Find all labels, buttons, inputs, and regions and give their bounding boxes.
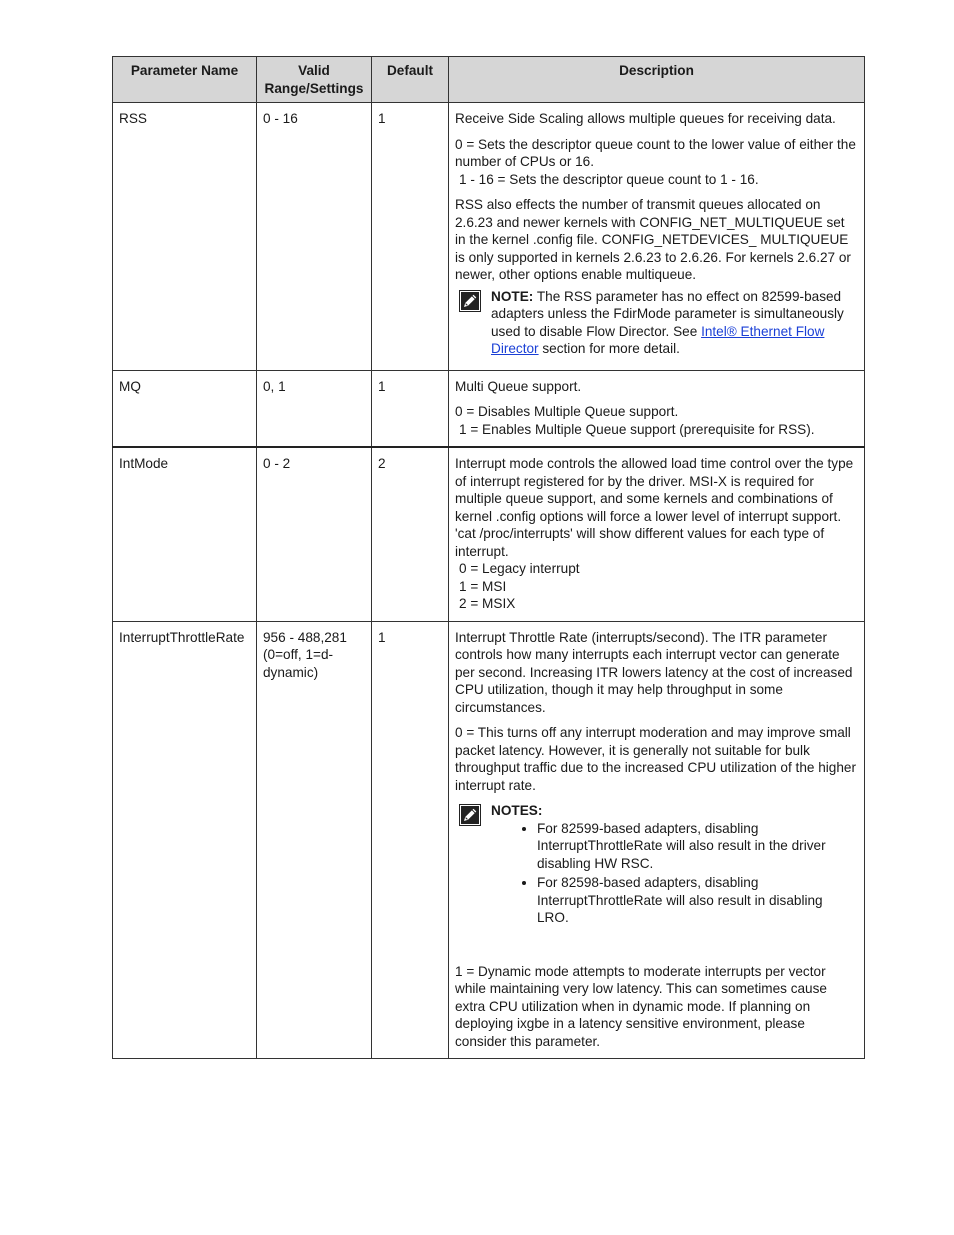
param-default: 2 — [372, 447, 449, 621]
table-row-mq — [113, 370, 865, 447]
param-description — [449, 447, 865, 621]
description-paragraph: 1 = Dynamic mode attempts to moderate interrupts per vector while maintaining very low latency. This can sometimes cause extra CPU utilization when in dynamic mode. If planning on deploying ixgbe in a latency sensitive environment, please consider this parameter. — [455, 963, 827, 1049]
description-line: 1 - 16 = Sets the descriptor queue count to 1 - 16. — [459, 171, 759, 187]
param-name: RSS — [113, 103, 257, 371]
param-default: 1 — [372, 370, 449, 447]
parameters-table — [112, 56, 865, 1059]
param-name: InterruptThrottleRate — [113, 621, 257, 1059]
notes-label: NOTES: — [491, 803, 543, 818]
list-item: • For 82599-based adapters, disabling InterruptThrottleRate will also result in the driver disabling HW RSC. — [537, 820, 858, 873]
description-paragraph — [455, 403, 858, 438]
table-header-row — [113, 57, 865, 103]
description-line: 0 = Disables Multiple Queue support. — [455, 404, 679, 419]
header-range-line1: Valid — [298, 63, 330, 78]
notes-text — [491, 802, 858, 929]
param-default: 1 — [372, 621, 449, 1059]
notes-box — [459, 802, 858, 929]
description-line: 1 = Enables Multiple Queue support (prerequisite for RSS). — [459, 421, 815, 437]
description-paragraph: RSS also effects the number of transmit queues allocated on 2.6.23 and newer kernels with CONFIG_NET_MULTIQUEUE set in the kernel .config file. CONFIG_NETDEVICES_ MULTIQUEUE is only supported in kernels 2.6.23 to 2.6.26. For kernels 2.6.27 or newer, other options enable multiqueue. — [455, 197, 851, 282]
header-default: Default — [372, 57, 449, 103]
description-paragraph: 0 = This turns off any interrupt moderation and may improve small packet latency. However, it is generally not suitable for bulk throughput traffic due to the increased CPU utilization of the higher interrupt rate. — [455, 725, 857, 793]
param-description — [449, 103, 865, 371]
description-line: 1 = MSI — [459, 578, 507, 594]
param-description — [449, 621, 865, 1059]
note-body-text: The RSS parameter has no effect on 82599-based adapters unless the FdirMode parameter is simultaneously used to disable Flow Director. See — [491, 288, 844, 339]
pencil-note-icon — [459, 804, 481, 826]
list-item: • For 82598-based adapters, disabling InterruptThrottleRate will also result in disabling LRO. — [537, 874, 858, 927]
description-paragraph: Interrupt Throttle Rate (interrupts/second). The ITR parameter controls how many interrupts each interrupt vector can generate per second. Increasing ITR lowers latency at the cost of increased CPU utilization, though it may help throughput in some circumstances. — [455, 629, 853, 715]
param-range: 0 - 2 — [257, 447, 372, 621]
note-tail-text: section for more detail. — [538, 341, 680, 356]
header-range-line2: Range/Settings — [264, 80, 364, 96]
table-row-rss — [113, 103, 865, 371]
note-box — [459, 288, 858, 358]
param-name: MQ — [113, 370, 257, 447]
description-paragraph — [455, 136, 858, 189]
description-paragraph: Receive Side Scaling allows multiple queues for receiving data. — [455, 111, 836, 126]
description-line: 0 = Sets the descriptor queue count to the lower value of either the number of CPUs or 16. — [455, 136, 856, 169]
notes-list — [491, 820, 858, 927]
description-paragraph: Multi Queue support. — [455, 378, 582, 394]
note-text — [491, 288, 858, 358]
header-description: Description — [449, 57, 865, 103]
flow-director-link[interactable]: Intel® Ethernet Flow Director — [491, 323, 825, 356]
description-line: 2 = MSIX — [459, 596, 516, 611]
spacer — [455, 933, 858, 963]
param-range: 0, 1 — [257, 370, 372, 447]
header-parameter-name: Parameter Name — [113, 57, 257, 103]
param-description — [449, 370, 865, 447]
description-line: 0 = Legacy interrupt — [459, 561, 580, 576]
param-range: 956 - 488,281 (0=off, 1=d-dynamic) — [257, 621, 372, 1059]
description-line: Interrupt mode controls the allowed load time control over the type of interrupt registered for by the driver. MSI-X is required for multiple queue support, and some kernels and combinations of kernel .config options will force a lower level of interrupt support. 'cat /proc/interrupts' will show different values for each type of interrupt. — [455, 456, 854, 559]
table-row-interrupt-throttle-rate — [113, 621, 865, 1059]
param-name: IntMode — [113, 447, 257, 621]
header-valid-range — [257, 57, 372, 103]
note-label: NOTE: — [491, 288, 534, 304]
pencil-note-icon — [459, 290, 481, 312]
description-paragraph — [455, 455, 858, 613]
param-default: 1 — [372, 103, 449, 371]
table-row-intmode — [113, 447, 865, 621]
param-range: 0 - 16 — [257, 103, 372, 371]
